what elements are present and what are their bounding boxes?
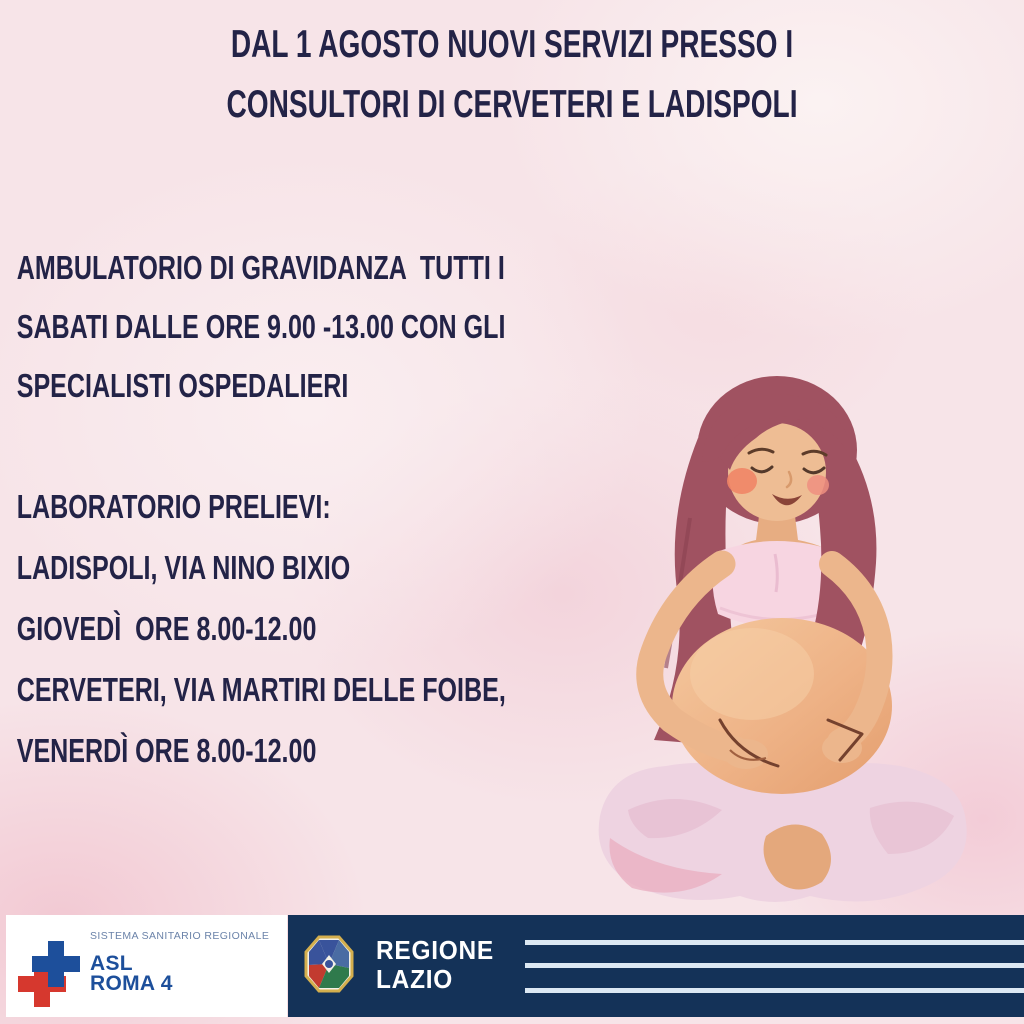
laboratorio-text-line-1: LABORATORIO PRELIEVI: [16, 488, 331, 525]
ambulatorio-text-line-3: SPECIALISTI OSPEDALIERI [16, 367, 349, 404]
asl-name-line-1: ASL [90, 952, 133, 975]
regione-lazio-crest-icon [304, 935, 354, 993]
regione-lazio-name [376, 936, 494, 994]
laboratorio-text-line-5: VENERDÌ ORE 8.00-12.00 [16, 732, 317, 769]
regione-lazio-name-line-2: LAZIO [376, 964, 454, 994]
pregnant-woman-illustration [570, 368, 1020, 908]
laboratorio-text-line-4: CERVETERI, VIA MARTIRI DELLE FOIBE, [16, 671, 506, 708]
laboratorio-text-line-3: GIOVEDÌ ORE 8.00-12.00 [16, 610, 317, 647]
ambulatorio-text-line-1: AMBULATORIO DI GRAVIDANZA TUTTI I [16, 249, 505, 286]
footer-stripe [525, 963, 1024, 968]
regione-lazio-name-line-1: REGIONE [376, 935, 494, 965]
footer-regione-lazio-bar [288, 915, 1024, 1017]
laboratorio-text-line-2: LADISPOLI, VIA NINO BIXIO [16, 549, 351, 586]
page-title-line-1: DAL 1 AGOSTO NUOVI SERVIZI PRESSO I [230, 23, 794, 66]
footer-stripe [525, 940, 1024, 945]
asl-cross-logo-icon [18, 939, 80, 1009]
ambulatorio-text-line-2: SABATI DALLE ORE 9.00 -13.00 CON GLI [16, 308, 506, 345]
footer-stripes [525, 915, 1024, 1017]
footer-asl-roma4-box [6, 915, 287, 1017]
page-title-line-2: CONSULTORI DI CERVETERI E LADISPOLI [226, 83, 798, 126]
asl-tagline: SISTEMA SANITARIO REGIONALE [90, 930, 270, 942]
asl-name-line-2: ROMA 4 [90, 972, 173, 995]
footer-stripe [525, 988, 1024, 993]
